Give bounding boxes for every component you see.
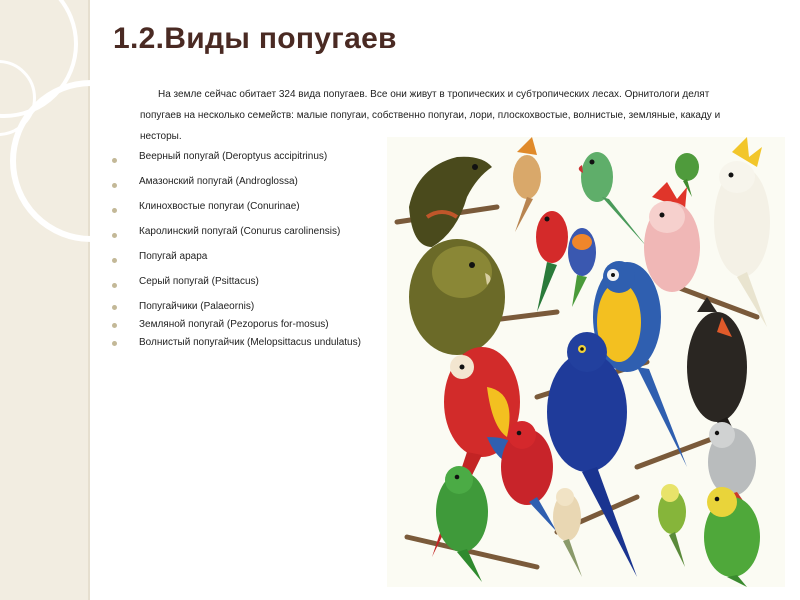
green-parrot	[436, 466, 488, 582]
parrots-illustration	[387, 137, 785, 587]
white-cockatoo	[714, 137, 770, 327]
list-item: Каролинский попугай (Conurus carolinensis)	[112, 223, 397, 248]
list-item: Попугайчики (Palaeornis)	[112, 298, 397, 316]
list-item: Серый попугай (Psittacus)	[112, 273, 397, 298]
rainbow-lorikeet	[568, 228, 596, 307]
list-item: Попугай арара	[112, 248, 397, 273]
list-item: Амазонский попугай (Androglossa)	[112, 173, 397, 198]
list-item: Земляной попугай (Pezoporus for-mosus)	[112, 316, 397, 334]
list-item: Волнистый попугайчик (Melopsittacus undulatus)	[112, 334, 397, 352]
eclectus-parrot	[501, 421, 557, 532]
parakeet	[553, 488, 582, 577]
list-item: Клинохвостые попугаи (Conurinae)	[112, 198, 397, 223]
budgerigar	[658, 484, 686, 567]
parrots-drawing	[387, 137, 785, 587]
list-item: Веерный попугай (Deroptyus accipitrinus)	[112, 148, 397, 173]
intro-paragraph: На земле сейчас обитает 324 вида попугаев. Все они живут в тропических и субтропических лесах. Орнитологи делят попугаев на несколько семейств: малые попугаи, собственно попугаи, лори, плоскохвостые, волнистые, земляные, какаду и несторы.	[140, 89, 721, 142]
lorikeet	[536, 211, 568, 312]
amazon-parrot	[704, 487, 760, 587]
slide-title: 1.2.Виды попугаев	[113, 22, 397, 55]
pink-cockatoo	[644, 182, 700, 292]
small-parrot	[513, 137, 541, 232]
parrot-species-list	[112, 148, 397, 352]
small-green-parrot	[675, 153, 699, 197]
kakapo-parrot	[409, 239, 505, 355]
